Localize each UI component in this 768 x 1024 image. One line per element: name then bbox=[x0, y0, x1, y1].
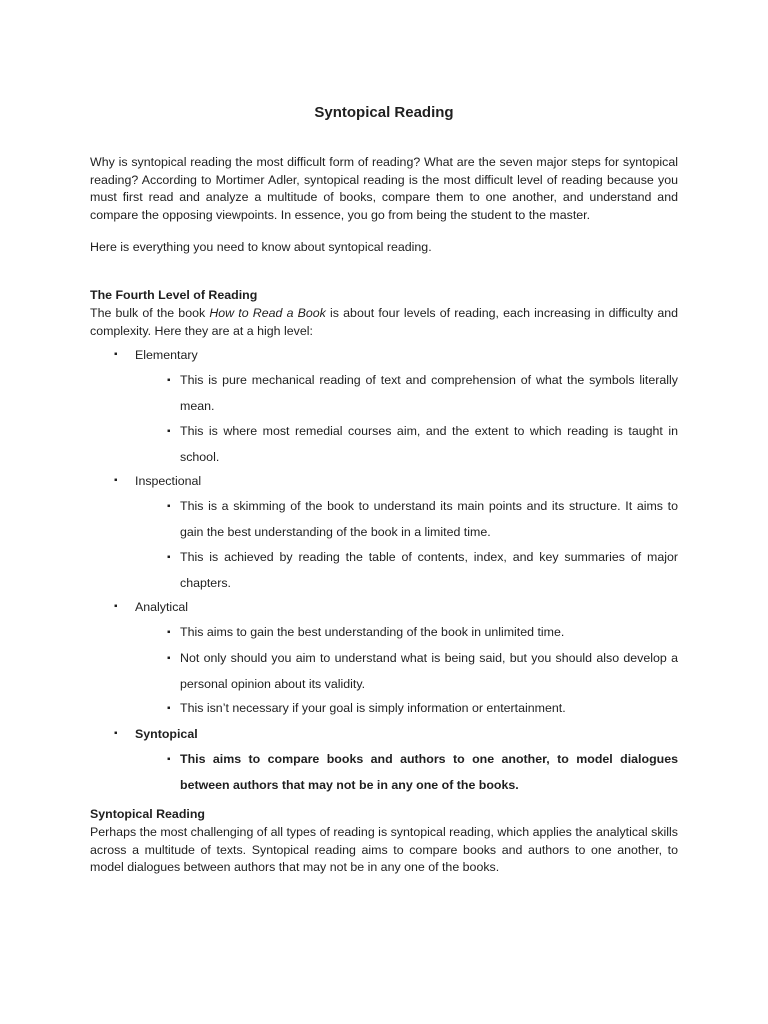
square-bullet-icon: ▪ bbox=[114, 475, 118, 486]
sub-item-text: This is pure mechanical reading of text and comprehension of what the symbols literally mean. bbox=[180, 373, 678, 413]
sub-item-text: This is achieved by reading the table of contents, index, and key summaries of major chapters. bbox=[180, 550, 678, 590]
square-bullet-icon: ▪ bbox=[167, 426, 171, 437]
square-bullet-icon: ▪ bbox=[114, 601, 118, 612]
square-bullet-icon: ▪ bbox=[114, 349, 118, 360]
page-title: Syntopical Reading bbox=[314, 104, 454, 121]
section-syntopical-text: Perhaps the most challenging of all types of reading is syntopical reading, which applies the analytical skills across a multitude of texts. Syntopical reading aims to compare books and authors to one another, to model dialogues between authors that may not be in any one of the books. bbox=[90, 825, 678, 874]
level-label: Inspectional bbox=[135, 474, 202, 488]
square-bullet-icon: ▪ bbox=[114, 728, 118, 739]
square-bullet-icon: ▪ bbox=[167, 703, 171, 714]
sub-item-text: This is where most remedial courses aim, and the extent to which reading is taught in school. bbox=[180, 424, 678, 464]
section-text-before: The bulk of the book bbox=[90, 306, 210, 320]
section-text-after: is about four levels of reading, each increasing in difficulty and complexity. Here they are at a high level: bbox=[90, 306, 678, 338]
square-bullet-icon: ▪ bbox=[167, 653, 171, 664]
level-label: Syntopical bbox=[135, 727, 198, 741]
square-bullet-icon: ▪ bbox=[167, 552, 171, 563]
sub-item-text: This aims to compare books and authors to one another, to model dialogues between authors that may not be in any one of the books. bbox=[180, 752, 678, 792]
intro-summary-line: Here is everything you need to know about syntopical reading. bbox=[90, 240, 432, 254]
sub-list-item bbox=[167, 545, 678, 596]
sub-list-item bbox=[167, 494, 678, 545]
intro-paragraph: Why is syntopical reading the most difficult form of reading? What are the seven major steps for syntopical reading? According to Mortimer Adler, syntopical reading is the most difficult level of reading because you must first read and analyze a multitude of books, compare them to one another, and understand and compare the opposing viewpoints. In essence, you go from being the student to the master. bbox=[90, 155, 678, 222]
square-bullet-icon: ▪ bbox=[167, 754, 171, 765]
book-title: How to Read a Book bbox=[209, 306, 326, 320]
sub-item-text: Not only should you aim to understand what is being said, but you should also develop a personal opinion about its validity. bbox=[180, 651, 678, 691]
sub-item-text: This aims to gain the best understanding of the book in unlimited time. bbox=[180, 625, 565, 639]
sub-list-item bbox=[167, 368, 678, 419]
square-bullet-icon: ▪ bbox=[167, 501, 171, 512]
sub-list-item bbox=[167, 620, 678, 646]
square-bullet-icon: ▪ bbox=[167, 375, 171, 386]
sub-item-text: This isn’t necessary if your goal is simply information or entertainment. bbox=[180, 701, 566, 715]
square-bullet-icon: ▪ bbox=[167, 627, 171, 638]
level-label: Analytical bbox=[135, 600, 189, 614]
level-label: Elementary bbox=[135, 348, 198, 362]
sub-list-item bbox=[167, 696, 678, 722]
sub-item-text: This is a skimming of the book to understand its main points and its structure. It aims to gain the best understanding of the book in a limited time. bbox=[180, 499, 678, 539]
sub-list-item bbox=[167, 747, 678, 798]
sub-list-item bbox=[167, 419, 678, 470]
sub-list-item bbox=[167, 646, 678, 697]
section-heading-fourth-level: The Fourth Level of Reading bbox=[90, 288, 258, 302]
section-fourth-level-text bbox=[90, 305, 678, 340]
section-heading-syntopical-reading: Syntopical Reading bbox=[90, 807, 205, 821]
